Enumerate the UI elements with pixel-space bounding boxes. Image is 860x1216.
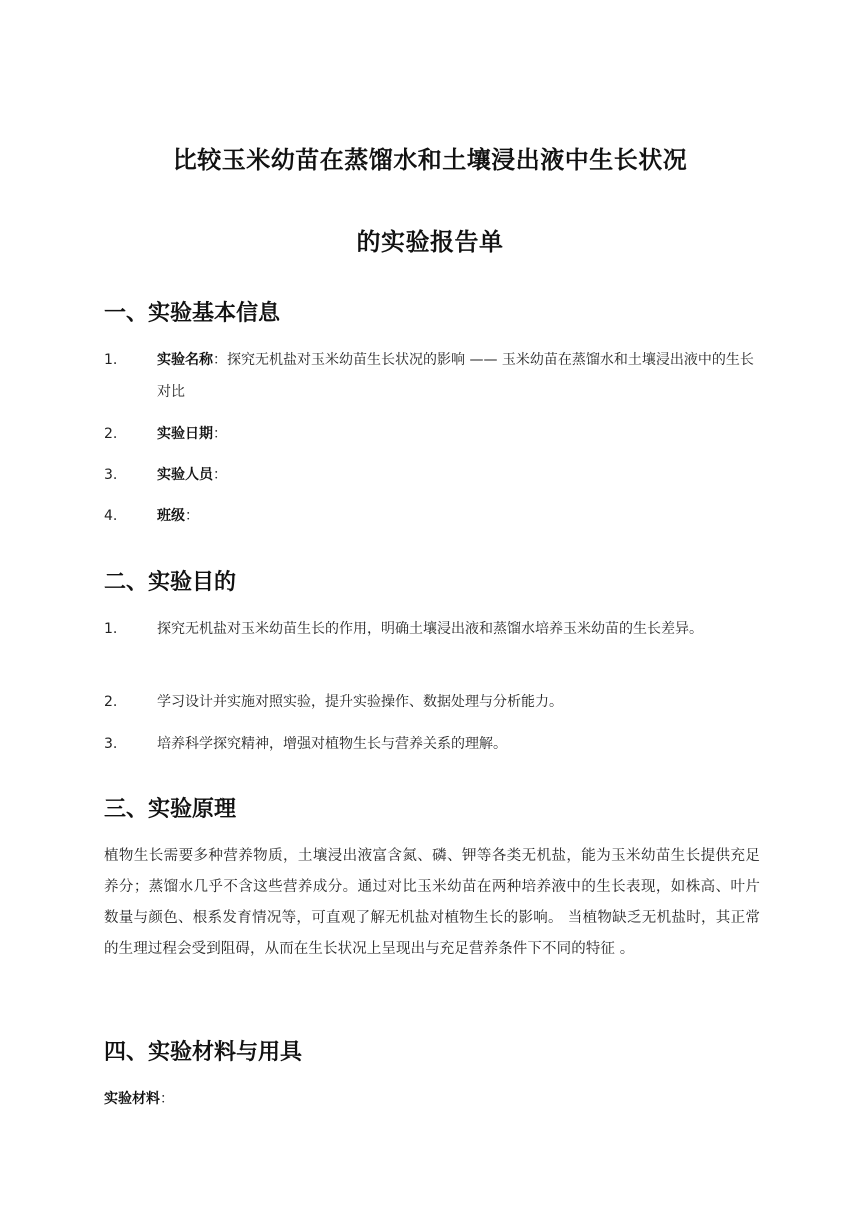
list-number: 2.: [104, 426, 118, 442]
list-item-experimenters: [104, 459, 760, 491]
list-number: 1.: [104, 352, 118, 368]
list-text: 探究无机盐对玉米幼苗生长的作用，明确土壤浸出液和蒸馏水培养玉米幼苗的生长差异。: [157, 621, 703, 637]
list-item-experiment-date: [104, 418, 760, 450]
materials-separator: ：: [160, 1091, 174, 1107]
list-number: 4.: [104, 508, 118, 524]
materials-label-line: [104, 1088, 174, 1108]
list-number: 3.: [104, 736, 118, 752]
section-heading-basic-info: 一、实验基本信息: [104, 301, 281, 326]
list-number: 1.: [104, 621, 118, 637]
field-label: 实验名称: [157, 352, 213, 368]
field-label: 实验日期: [157, 426, 213, 442]
field-separator: ：: [213, 467, 227, 483]
section-heading-objectives: 二、实验目的: [104, 570, 237, 595]
principle-paragraph: 植物生长需要多种营养物质，土壤浸出液富含氮、磷、钾等各类无机盐，能为玉米幼苗生长提供充足养分；蒸馏水几乎不含这些营养成分。通过对比玉米幼苗在两种培养液中的生长表现，如株高、叶片数量与颜色、根系发育情况等，可直观了解无机盐对植物生长的影响。 当植物缺乏无机盐时，其正常的生理过程会受到阻碍，从而在生长状况上呈现出与充足营养条件下不同的特征 。: [104, 848, 760, 957]
list-item-objective-2: [104, 686, 760, 718]
field-label: 实验人员: [157, 467, 213, 483]
field-label: 班级: [157, 508, 185, 524]
list-item-class: [104, 500, 760, 532]
document-title-line-2: 的实验报告单: [356, 228, 504, 256]
section-heading-materials: 四、实验材料与用具: [104, 1040, 303, 1065]
list-item-objective-3: [104, 728, 760, 760]
list-number: 3.: [104, 467, 118, 483]
list-item-experiment-name: [104, 344, 760, 408]
field-value: 探究无机盐对玉米幼苗生长状况的影响 —— 玉米幼苗在蒸馏水和土壤浸出液中的生长对比: [157, 352, 754, 400]
field-separator: ：: [213, 426, 227, 442]
list-item-objective-1: [104, 613, 760, 645]
field-separator: ：: [213, 352, 227, 368]
list-number: 2.: [104, 694, 118, 710]
field-separator: ：: [185, 508, 199, 524]
list-text: 学习设计并实施对照实验，提升实验操作、数据处理与分析能力。: [157, 694, 563, 710]
section-heading-principle: 三、实验原理: [104, 797, 237, 822]
materials-label: 实验材料: [104, 1091, 160, 1107]
document-title-line-1: 比较玉米幼苗在蒸馏水和土壤浸出液中生长状况: [172, 146, 688, 174]
list-text: 培养科学探究精神，增强对植物生长与营养关系的理解。: [157, 736, 507, 752]
